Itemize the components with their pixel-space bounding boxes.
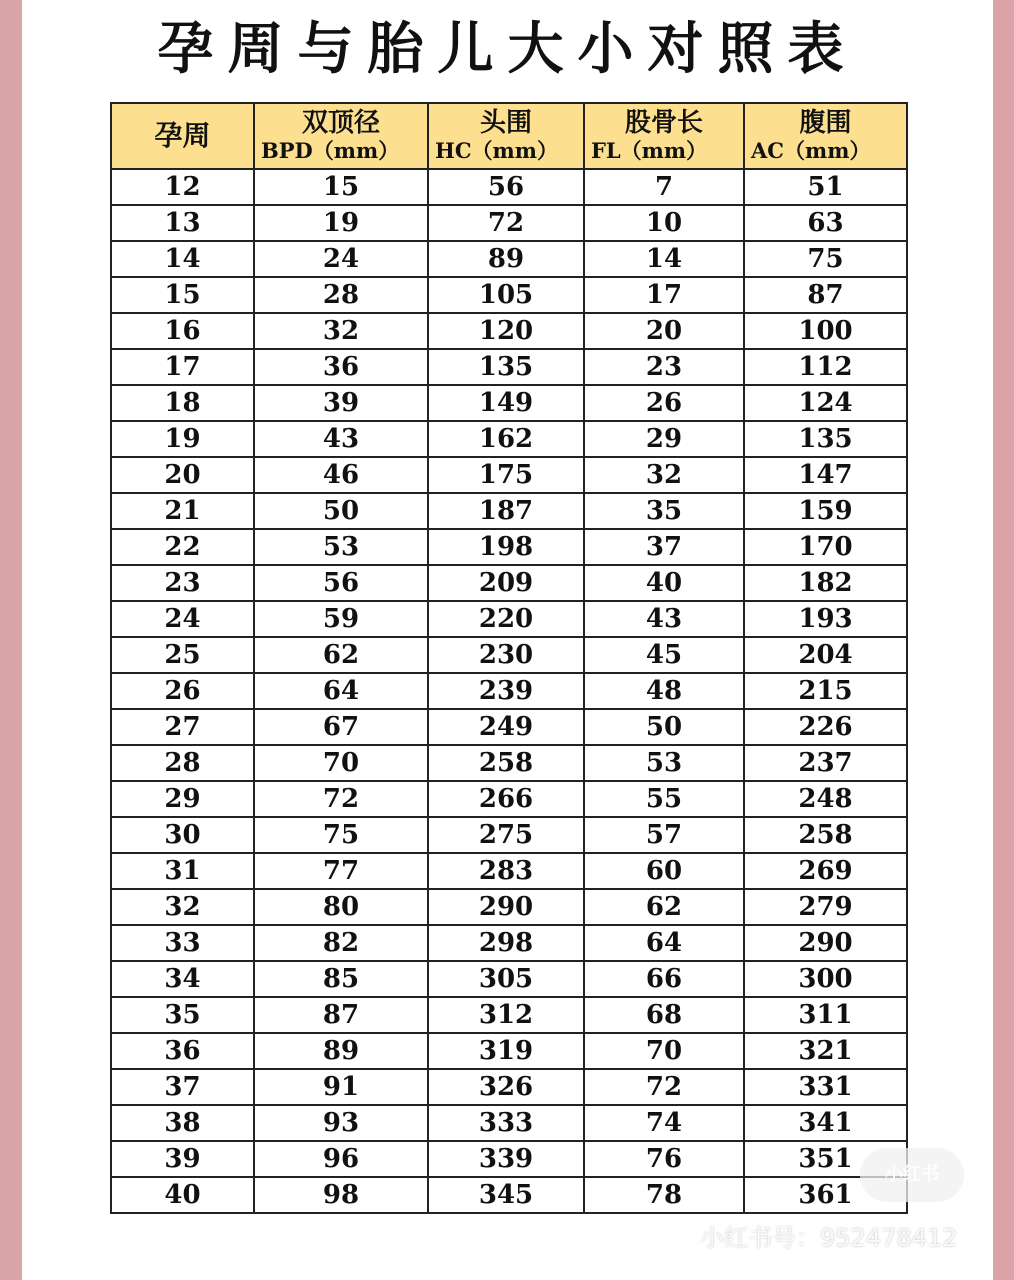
cell-bpd: 19 <box>254 205 428 241</box>
cell-week: 37 <box>111 1069 254 1105</box>
cell-fl: 76 <box>584 1141 744 1177</box>
cell-bpd: 15 <box>254 169 428 205</box>
cell-hc: 275 <box>428 817 584 853</box>
cell-bpd: 72 <box>254 781 428 817</box>
cell-week: 12 <box>111 169 254 205</box>
header-fl <box>584 103 744 169</box>
table-row <box>111 1105 907 1141</box>
cell-ac: 248 <box>744 781 907 817</box>
cell-fl: 64 <box>584 925 744 961</box>
cell-fl: 45 <box>584 637 744 673</box>
cell-bpd: 36 <box>254 349 428 385</box>
cell-ac: 351 <box>744 1141 907 1177</box>
cell-ac: 341 <box>744 1105 907 1141</box>
table-row <box>111 1177 907 1213</box>
cell-ac: 112 <box>744 349 907 385</box>
cell-fl: 17 <box>584 277 744 313</box>
table-row <box>111 637 907 673</box>
cell-ac: 193 <box>744 601 907 637</box>
cell-fl: 78 <box>584 1177 744 1213</box>
cell-hc: 105 <box>428 277 584 313</box>
table-body <box>111 169 907 1213</box>
cell-week: 30 <box>111 817 254 853</box>
table-row <box>111 277 907 313</box>
header-label: 股骨长 <box>624 108 703 138</box>
cell-hc: 209 <box>428 565 584 601</box>
cell-bpd: 85 <box>254 961 428 997</box>
cell-week: 16 <box>111 313 254 349</box>
cell-week: 28 <box>111 745 254 781</box>
cell-ac: 51 <box>744 169 907 205</box>
cell-week: 38 <box>111 1105 254 1141</box>
cell-hc: 283 <box>428 853 584 889</box>
cell-hc: 339 <box>428 1141 584 1177</box>
cell-hc: 230 <box>428 637 584 673</box>
cell-ac: 290 <box>744 925 907 961</box>
cell-fl: 20 <box>584 313 744 349</box>
cell-bpd: 39 <box>254 385 428 421</box>
cell-week: 40 <box>111 1177 254 1213</box>
cell-week: 36 <box>111 1033 254 1069</box>
cell-ac: 124 <box>744 385 907 421</box>
cell-bpd: 82 <box>254 925 428 961</box>
watermark-logo: 小红书 <box>860 1148 964 1202</box>
cell-week: 19 <box>111 421 254 457</box>
cell-week: 20 <box>111 457 254 493</box>
cell-hc: 258 <box>428 745 584 781</box>
cell-bpd: 24 <box>254 241 428 277</box>
cell-fl: 37 <box>584 529 744 565</box>
cell-fl: 43 <box>584 601 744 637</box>
table-row <box>111 1141 907 1177</box>
cell-hc: 120 <box>428 313 584 349</box>
cell-week: 17 <box>111 349 254 385</box>
cell-bpd: 46 <box>254 457 428 493</box>
header-bpd <box>254 103 428 169</box>
cell-week: 33 <box>111 925 254 961</box>
cell-week: 24 <box>111 601 254 637</box>
table-row <box>111 781 907 817</box>
cell-bpd: 70 <box>254 745 428 781</box>
cell-fl: 57 <box>584 817 744 853</box>
cell-bpd: 91 <box>254 1069 428 1105</box>
cell-fl: 70 <box>584 1033 744 1069</box>
cell-bpd: 50 <box>254 493 428 529</box>
watermark-text: 小红书号：952478412 <box>700 1224 958 1252</box>
table-row <box>111 709 907 745</box>
cell-ac: 279 <box>744 889 907 925</box>
header-unit: AC（mm） <box>751 138 871 163</box>
cell-week: 13 <box>111 205 254 241</box>
cell-fl: 7 <box>584 169 744 205</box>
cell-hc: 56 <box>428 169 584 205</box>
cell-fl: 40 <box>584 565 744 601</box>
cell-hc: 319 <box>428 1033 584 1069</box>
cell-hc: 135 <box>428 349 584 385</box>
table-row <box>111 925 907 961</box>
cell-bpd: 28 <box>254 277 428 313</box>
table-row <box>111 673 907 709</box>
table-row <box>111 205 907 241</box>
cell-bpd: 87 <box>254 997 428 1033</box>
cell-bpd: 62 <box>254 637 428 673</box>
cell-week: 39 <box>111 1141 254 1177</box>
table-row <box>111 241 907 277</box>
cell-hc: 187 <box>428 493 584 529</box>
cell-bpd: 77 <box>254 853 428 889</box>
cell-week: 25 <box>111 637 254 673</box>
table-row <box>111 349 907 385</box>
cell-bpd: 93 <box>254 1105 428 1141</box>
header-unit: BPD（mm） <box>261 138 400 163</box>
cell-ac: 87 <box>744 277 907 313</box>
cell-hc: 326 <box>428 1069 584 1105</box>
cell-hc: 266 <box>428 781 584 817</box>
cell-bpd: 32 <box>254 313 428 349</box>
cell-ac: 215 <box>744 673 907 709</box>
table-row <box>111 853 907 889</box>
cell-bpd: 59 <box>254 601 428 637</box>
cell-bpd: 75 <box>254 817 428 853</box>
cell-bpd: 53 <box>254 529 428 565</box>
cell-ac: 361 <box>744 1177 907 1213</box>
table-row <box>111 169 907 205</box>
cell-bpd: 56 <box>254 565 428 601</box>
cell-hc: 162 <box>428 421 584 457</box>
header-week <box>111 103 254 169</box>
cell-hc: 220 <box>428 601 584 637</box>
cell-ac: 269 <box>744 853 907 889</box>
cell-ac: 159 <box>744 493 907 529</box>
cell-ac: 300 <box>744 961 907 997</box>
cell-ac: 204 <box>744 637 907 673</box>
cell-ac: 135 <box>744 421 907 457</box>
header-hc <box>428 103 584 169</box>
cell-bpd: 67 <box>254 709 428 745</box>
cell-hc: 305 <box>428 961 584 997</box>
cell-fl: 48 <box>584 673 744 709</box>
cell-week: 18 <box>111 385 254 421</box>
cell-week: 29 <box>111 781 254 817</box>
cell-fl: 60 <box>584 853 744 889</box>
table-row <box>111 313 907 349</box>
cell-hc: 249 <box>428 709 584 745</box>
cell-fl: 68 <box>584 997 744 1033</box>
left-pink-border <box>0 0 22 1280</box>
cell-fl: 50 <box>584 709 744 745</box>
cell-fl: 10 <box>584 205 744 241</box>
cell-week: 26 <box>111 673 254 709</box>
table-header-row <box>111 103 907 169</box>
cell-fl: 62 <box>584 889 744 925</box>
table-row <box>111 889 907 925</box>
header-label: 双顶径 <box>301 108 380 138</box>
page-title: 孕周与胎儿大小对照表 <box>157 17 858 82</box>
table-row <box>111 745 907 781</box>
cell-fl: 32 <box>584 457 744 493</box>
table-row <box>111 385 907 421</box>
cell-ac: 100 <box>744 313 907 349</box>
header-unit: HC（mm） <box>435 138 558 163</box>
cell-ac: 182 <box>744 565 907 601</box>
header-label: 孕周 <box>154 119 211 152</box>
right-pink-border <box>993 0 1014 1280</box>
cell-fl: 74 <box>584 1105 744 1141</box>
cell-week: 21 <box>111 493 254 529</box>
cell-ac: 147 <box>744 457 907 493</box>
cell-bpd: 43 <box>254 421 428 457</box>
table-row <box>111 529 907 565</box>
cell-week: 15 <box>111 277 254 313</box>
table-row <box>111 1069 907 1105</box>
cell-fl: 23 <box>584 349 744 385</box>
cell-bpd: 89 <box>254 1033 428 1069</box>
cell-hc: 312 <box>428 997 584 1033</box>
cell-fl: 53 <box>584 745 744 781</box>
table-row <box>111 493 907 529</box>
cell-ac: 311 <box>744 997 907 1033</box>
fetal-size-table <box>110 102 908 1214</box>
cell-week: 34 <box>111 961 254 997</box>
table-row <box>111 997 907 1033</box>
table-row <box>111 601 907 637</box>
table-row <box>111 817 907 853</box>
table-row <box>111 457 907 493</box>
cell-ac: 321 <box>744 1033 907 1069</box>
cell-bpd: 98 <box>254 1177 428 1213</box>
cell-hc: 239 <box>428 673 584 709</box>
cell-fl: 72 <box>584 1069 744 1105</box>
header-unit: FL（mm） <box>591 138 708 163</box>
cell-week: 14 <box>111 241 254 277</box>
cell-ac: 170 <box>744 529 907 565</box>
cell-week: 35 <box>111 997 254 1033</box>
cell-week: 32 <box>111 889 254 925</box>
cell-week: 31 <box>111 853 254 889</box>
cell-hc: 333 <box>428 1105 584 1141</box>
cell-week: 23 <box>111 565 254 601</box>
table-row <box>111 961 907 997</box>
cell-hc: 89 <box>428 241 584 277</box>
cell-bpd: 80 <box>254 889 428 925</box>
cell-bpd: 64 <box>254 673 428 709</box>
header-label: 头围 <box>479 108 532 138</box>
cell-hc: 345 <box>428 1177 584 1213</box>
cell-hc: 175 <box>428 457 584 493</box>
cell-hc: 149 <box>428 385 584 421</box>
header-ac <box>744 103 907 169</box>
cell-hc: 290 <box>428 889 584 925</box>
cell-fl: 14 <box>584 241 744 277</box>
cell-fl: 55 <box>584 781 744 817</box>
cell-hc: 72 <box>428 205 584 241</box>
cell-hc: 298 <box>428 925 584 961</box>
header-label: 腹围 <box>799 108 852 138</box>
cell-ac: 226 <box>744 709 907 745</box>
table-row <box>111 1033 907 1069</box>
cell-week: 27 <box>111 709 254 745</box>
cell-ac: 237 <box>744 745 907 781</box>
cell-bpd: 96 <box>254 1141 428 1177</box>
cell-fl: 66 <box>584 961 744 997</box>
cell-ac: 75 <box>744 241 907 277</box>
cell-fl: 35 <box>584 493 744 529</box>
cell-ac: 331 <box>744 1069 907 1105</box>
cell-fl: 26 <box>584 385 744 421</box>
table-row <box>111 421 907 457</box>
cell-ac: 63 <box>744 205 907 241</box>
cell-ac: 258 <box>744 817 907 853</box>
cell-week: 22 <box>111 529 254 565</box>
cell-hc: 198 <box>428 529 584 565</box>
table-row <box>111 565 907 601</box>
cell-fl: 29 <box>584 421 744 457</box>
